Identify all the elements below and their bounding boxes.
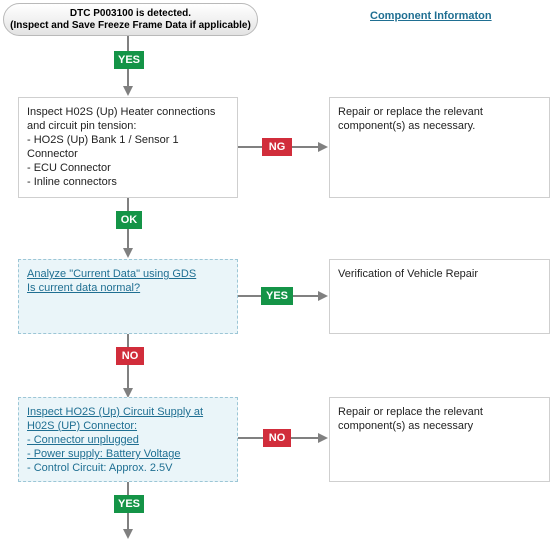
inspect-circuit-supply-link[interactable]: H02S (UP) Connector:	[27, 420, 138, 432]
step1-line: Inspect H02S (Up) Heater connections	[27, 106, 216, 118]
inspect-circuit-supply-link[interactable]: Inspect HO2S (Up) Circuit Supply at	[27, 406, 204, 418]
result1-line: Repair or replace the relevant	[338, 106, 483, 118]
analyze-current-data-link[interactable]: Analyze "Current Data" using GDS	[27, 268, 197, 280]
current-data-normal-link[interactable]: Is current data normal?	[27, 282, 141, 294]
step1-line: - ECU Connector	[27, 162, 111, 174]
step1-line: - HO2S (Up) Bank 1 / Sensor 1	[27, 134, 179, 146]
start-line-1: DTC P003100 is detected.	[69, 8, 192, 19]
component-information-link[interactable]: Component Informaton	[370, 10, 492, 22]
step-inspect-circuit-supply	[18, 397, 238, 482]
step1-line: Connector	[27, 148, 78, 160]
result3-line: Repair or replace the relevant	[338, 406, 483, 418]
result3-line: component(s) as necessary	[338, 420, 474, 432]
start-line-2: (Inspect and Save Freeze Frame Data if applicable)	[10, 20, 251, 31]
no-badge-1: NO	[116, 347, 144, 365]
step1-line: and circuit pin tension:	[27, 120, 137, 132]
step1-line: - Inline connectors	[27, 176, 117, 188]
start-terminal	[3, 3, 258, 36]
step-analyze-current-data	[18, 259, 238, 334]
result-repair-component-2	[329, 397, 550, 482]
result-verification-vehicle-repair	[329, 259, 550, 334]
yes-badge-1: YES	[114, 51, 144, 69]
ok-badge: OK	[116, 211, 142, 229]
control-circuit-text: - Control Circuit: Approx. 2.5V	[27, 462, 173, 474]
step-inspect-heater-connections	[18, 97, 238, 198]
yes-badge-3: YES	[114, 495, 144, 513]
power-supply-link[interactable]: - Power supply: Battery Voltage	[27, 448, 181, 460]
result1-line: component(s) as necessary.	[338, 120, 476, 132]
no-badge-2: NO	[263, 429, 291, 447]
connector-unplugged-link[interactable]: - Connector unplugged	[27, 434, 139, 446]
yes-badge-2: YES	[261, 287, 293, 305]
result-repair-component-1	[329, 97, 550, 198]
ng-badge: NG	[262, 138, 292, 156]
result2-line: Verification of Vehicle Repair	[338, 268, 479, 280]
